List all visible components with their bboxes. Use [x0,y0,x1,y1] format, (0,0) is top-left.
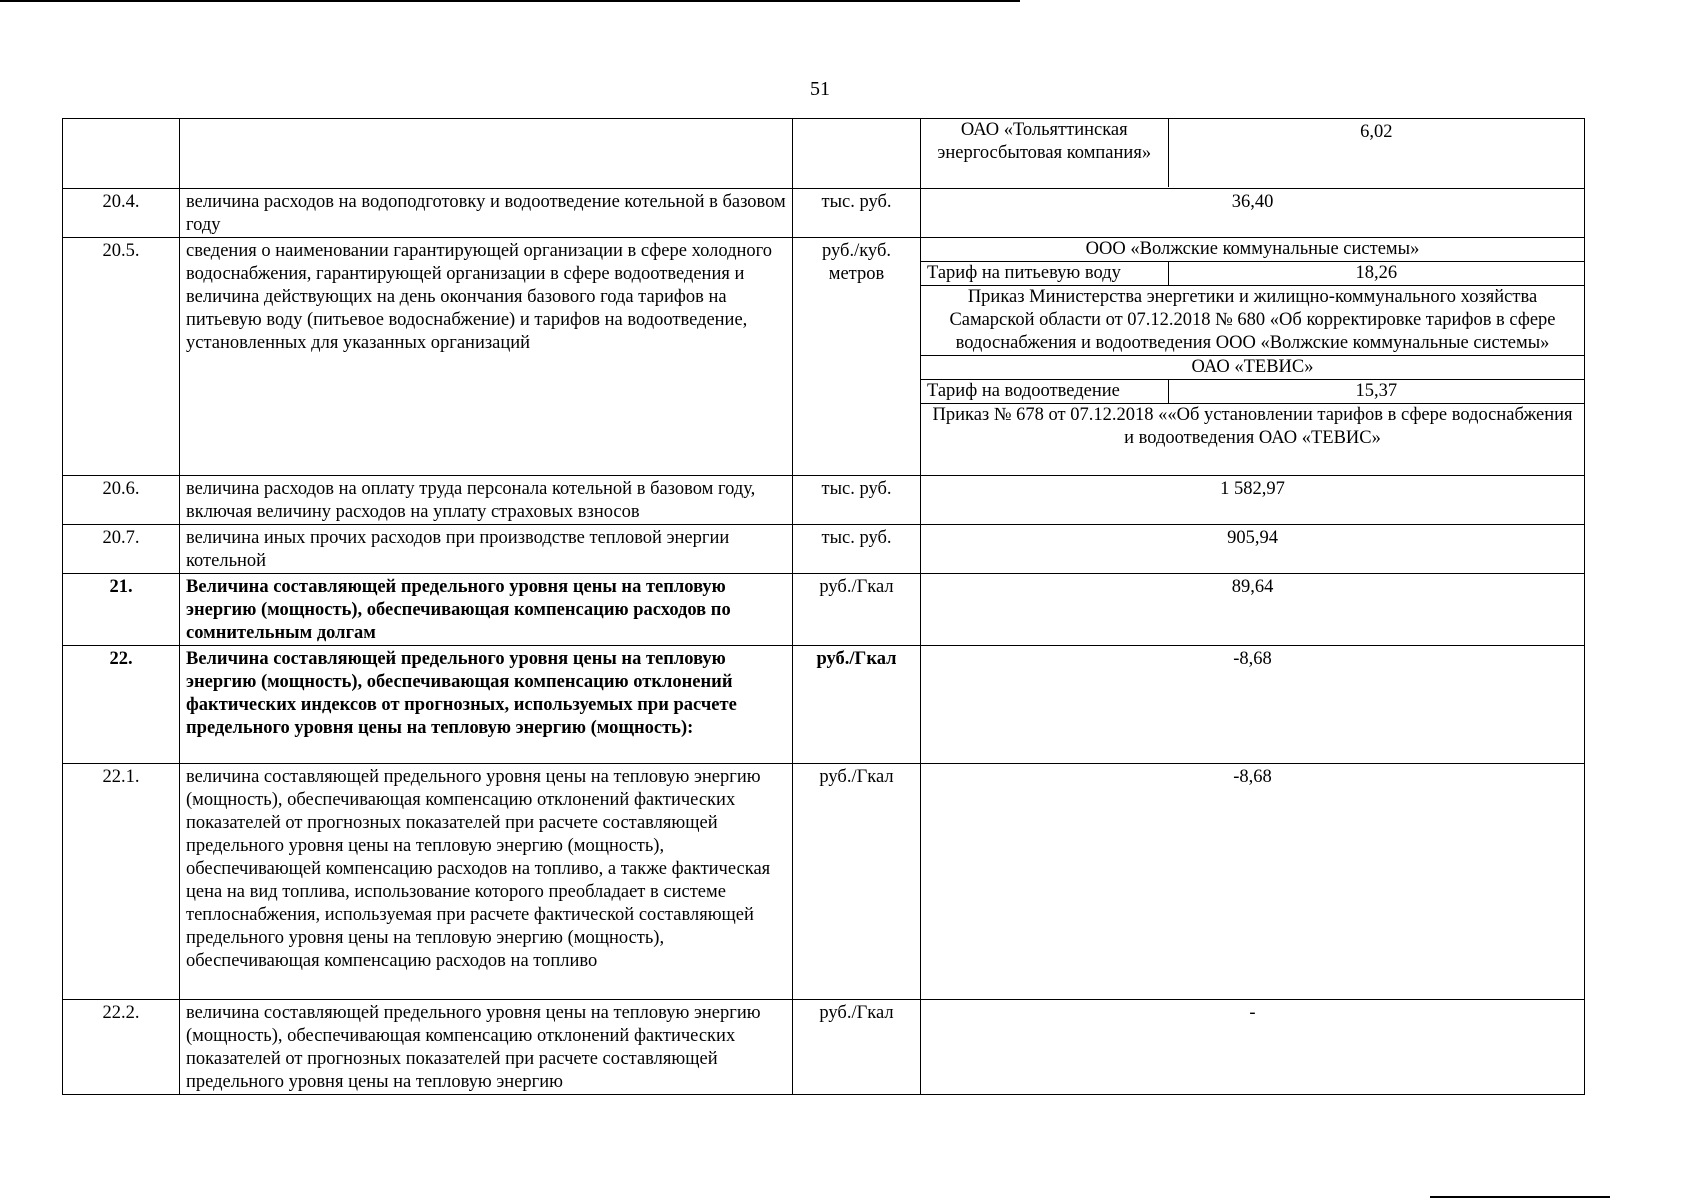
org-name: ОАО «Тольяттинская энергосбытовая компания» [921,119,1168,187]
org-value-subtable [921,119,1584,187]
row-value: 905,94 [921,525,1585,574]
scan-top-line [0,0,1020,2]
page-number: 51 [810,78,830,100]
water-tariff-subtable [921,238,1584,450]
row-number: 22.2. [63,1000,180,1095]
row-description [180,119,793,189]
table-row [63,574,1585,646]
org-name: ОАО «ТЕВИС» [921,356,1584,380]
row-value [921,238,1585,476]
row-description: величина составляющей предельного уровня цены на тепловую энергию (мощность), обеспечивающая компенсацию отклонений фактических показателей от прогнозных показателей при расчете составляющей предельного уровня цены на тепловую энергию (мощность), обеспечивающей компенсацию расходов на топливо, а также фактическая цена на вид топлива, использование которого преобладает в системе теплоснабжения, используемая при расчете фактической составляющей предельного уровня цены на тепловую энергию (мощность), обеспечивающая компенсацию расходов на топливо [180,764,793,1000]
order-text: Приказ Министерства энергетики и жилищно-коммунального хозяйства Самарской области от 07.12.2018 № 680 «Об корректировке тарифов в сфере водоснабжения и водоотведения ООО «Волжские коммунальные системы» [921,286,1584,356]
row-description: величина иных прочих расходов при производстве тепловой энергии котельной [180,525,793,574]
row-number: 20.5. [63,238,180,476]
row-value: - [921,1000,1585,1095]
row-number: 20.6. [63,476,180,525]
row-unit: руб./Гкал [793,1000,921,1095]
tariff-label: Тариф на водоотведение [921,380,1168,404]
table-row [63,119,1585,189]
table-row [63,764,1585,1000]
tariff-label: Тариф на питьевую воду [921,262,1168,286]
row-value: -8,68 [921,764,1585,1000]
table-row [63,189,1585,238]
row-unit: руб./куб. метров [793,238,921,476]
scan-bottom-line [1430,1196,1610,1198]
tariff-value: 18,26 [1168,262,1584,286]
table-row [63,525,1585,574]
order-text: Приказ № 678 от 07.12.2018 ««Об установлении тарифов в сфере водоснабжения и водоотведения ОАО «ТЕВИС» [921,404,1584,451]
row-number: 20.4. [63,189,180,238]
row-description: Величина составляющей предельного уровня цены на тепловую энергию (мощность), обеспечивающая компенсацию отклонений фактических индексов от прогнозных, используемых при расчете предельного уровня цены на тепловую энергию (мощность): [180,646,793,764]
row-unit: тыс. руб. [793,189,921,238]
tariff-value: 15,37 [1168,380,1584,404]
row-unit [793,119,921,189]
row-description: сведения о наименовании гарантирующей организации в сфере холодного водоснабжения, гарантирующей организации в сфере водоотведения и величина действующих на день окончания базового года тарифов на питьевую воду (питьевое водоснабжение) и тарифов на водоотведение, установленных для указанных организаций [180,238,793,476]
row-unit: тыс. руб. [793,525,921,574]
row-description: величина расходов на оплату труда персонала котельной в базовом году, включая величину расходов на уплату страховых взносов [180,476,793,525]
row-value: 89,64 [921,574,1585,646]
table-row [63,1000,1585,1095]
row-unit: руб./Гкал [793,574,921,646]
org-name: ООО «Волжские коммунальные системы» [1085,239,1420,259]
row-number: 22.1. [63,764,180,1000]
value-cell: 6,02 [1360,122,1393,142]
row-value: 1 582,97 [921,476,1585,525]
row-unit: руб./Гкал [793,646,921,764]
row-value: -8,68 [921,646,1585,764]
row-value [921,119,1585,189]
table-row [63,646,1585,764]
row-unit: тыс. руб. [793,476,921,525]
table-row [63,238,1585,476]
row-number: 22. [63,646,180,764]
row-number: 21. [63,574,180,646]
table-row [63,476,1585,525]
tariff-table [62,118,1585,1095]
row-number [63,119,180,189]
row-number: 20.7. [63,525,180,574]
row-value: 36,40 [921,189,1585,238]
row-description: величина составляющей предельного уровня цены на тепловую энергию (мощность), обеспечивающая компенсацию отклонений фактических показателей от прогнозных показателей при расчете составляющей предельного уровня цены на тепловую энергию [180,1000,793,1095]
row-unit: руб./Гкал [793,764,921,1000]
row-description: Величина составляющей предельного уровня цены на тепловую энергию (мощность), обеспечивающая компенсацию расходов по сомнительным долгам [180,574,793,646]
row-description: величина расходов на водоподготовку и водоотведение котельной в базовом году [180,189,793,238]
